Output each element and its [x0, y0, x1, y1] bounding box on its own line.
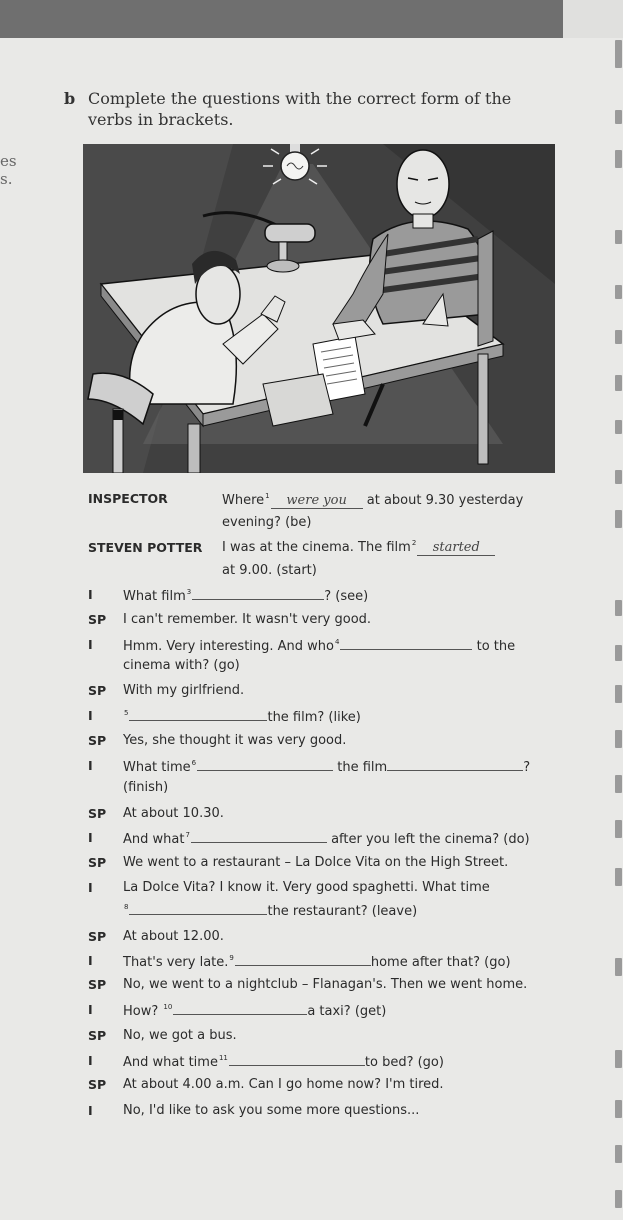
- speaker-sp: SP: [88, 806, 107, 821]
- gap-5: [129, 708, 267, 721]
- speaker-sp: SP: [88, 683, 107, 698]
- dialogue-line-9-cont: (finish): [123, 780, 169, 795]
- speaker-i: I: [88, 1053, 93, 1068]
- gap-3: [192, 587, 324, 600]
- heading-line-2: verbs in brackets.: [88, 110, 234, 129]
- speaker-inspector: INSPECTOR: [88, 491, 168, 506]
- speaker-i: I: [88, 637, 93, 652]
- speaker-i: I: [88, 758, 93, 773]
- dialogue-line-10: At about 10.30.: [123, 806, 224, 821]
- gap-4: [340, 637, 472, 650]
- gap-number: 1: [265, 492, 270, 500]
- speaker-potter: STEVEN POTTER: [88, 540, 203, 555]
- gap-number: 2: [411, 539, 417, 547]
- speaker-i: I: [88, 1002, 93, 1017]
- speaker-sp: SP: [88, 733, 107, 748]
- speaker-i: I: [88, 953, 93, 968]
- gap-7: [191, 830, 327, 843]
- dialogue-line-16: No, we went to a nightclub – Flanagan's. Then we went home.: [123, 977, 528, 992]
- dialogue-line-1: Where$^1$ were you at about 9.30 yesterday: [222, 492, 524, 508]
- speaker-i: I: [88, 708, 93, 723]
- dialogue-line-11: And what$^7$ after you left the cinema? (do): [123, 831, 530, 847]
- speaker-sp: SP: [88, 977, 107, 992]
- dialogue-line-21: No, I'd like to ask you some more questions...: [123, 1103, 420, 1118]
- dialogue-line-5-cont: cinema with? (go): [123, 658, 240, 673]
- gap-6a: [197, 758, 333, 771]
- dialogue-line-7: $^5$ the film? (like): [124, 709, 361, 725]
- answer-1: were you: [271, 494, 363, 509]
- dialogue-line-20: At about 4.00 a.m. Can I go home now? I'm tired.: [123, 1077, 444, 1092]
- speaker-sp: SP: [88, 1028, 107, 1043]
- gap-11: [229, 1053, 365, 1066]
- gap-10: [173, 1002, 307, 1015]
- dialogue-line-4: I can't remember. It wasn't very good.: [123, 612, 372, 627]
- dialogue-line-17: How? $^{10}$ a taxi? (get): [123, 1003, 387, 1019]
- margin-text-fragment: es s.: [0, 152, 17, 188]
- dialogue-line-3: What film$^3$ ? (see): [123, 588, 369, 604]
- dialogue-line-13-cont: $^8$ the restaurant? (leave): [124, 903, 418, 919]
- speaker-i: I: [88, 830, 93, 845]
- dialogue-line-9: What time$^6$ the film ?: [123, 759, 531, 775]
- dialogue-line-5: Hmm. Very interesting. And who$^4$ to the: [123, 638, 516, 654]
- dialogue-line-13: La Dolce Vita? I know it. Very good spaghetti. What time: [123, 880, 490, 895]
- gap-6b: [387, 758, 523, 771]
- dialogue-line-2: I was at the cinema. The film$^2$ started: [222, 540, 495, 557]
- speaker-sp: SP: [88, 855, 107, 870]
- dialogue-line-6: With my girlfriend.: [123, 683, 245, 698]
- gap-8: [129, 902, 267, 915]
- dialogue-line-15: That's very late.$^9$ home after that? (go): [123, 954, 511, 970]
- dialogue-line-2-cont: at 9.00. (start): [222, 563, 317, 578]
- exercise-letter: b: [64, 89, 76, 108]
- answer-2: started: [417, 541, 495, 556]
- dialogue-line-19: And what time$^{11}$ to bed? (go): [123, 1054, 444, 1070]
- dialogue-line-18: No, we got a bus.: [123, 1028, 237, 1043]
- speaker-i: I: [88, 880, 93, 895]
- dialogue-line-8: Yes, she thought it was very good.: [123, 733, 347, 748]
- gap-9: [235, 953, 371, 966]
- heading-line-1: Complete the questions with the correct form of the: [88, 89, 512, 108]
- speaker-sp: SP: [88, 929, 107, 944]
- speaker-i: I: [88, 587, 93, 602]
- dialogue-line-1-cont: evening? (be): [222, 515, 312, 530]
- dialogue-line-12: We went to a restaurant – La Dolce Vita on the High Street.: [123, 855, 509, 870]
- speaker-sp: SP: [88, 1077, 107, 1092]
- speaker-i: I: [88, 1103, 93, 1118]
- dialogue-line-14: At about 12.00.: [123, 929, 224, 944]
- speaker-sp: SP: [88, 612, 107, 627]
